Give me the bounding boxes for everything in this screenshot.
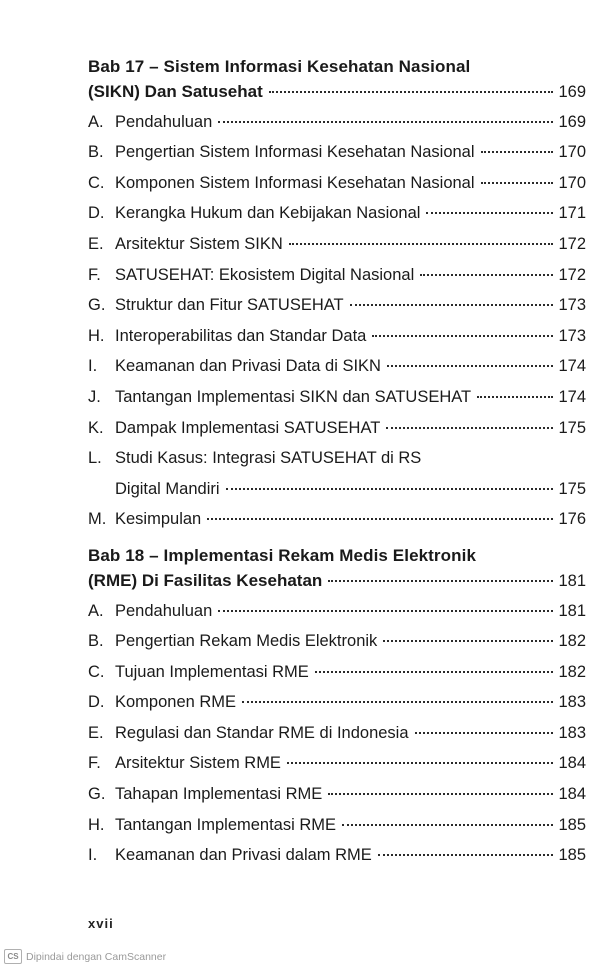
dot-leader: [350, 304, 554, 306]
dot-leader: [269, 91, 554, 93]
dot-leader: [420, 274, 553, 276]
entry-title: Keamanan dan Privasi Data di SIKN: [115, 357, 381, 376]
dot-leader: [481, 182, 554, 184]
dot-leader: [289, 243, 554, 245]
entry-page-number: 170: [558, 143, 586, 162]
toc-entry: [88, 724, 586, 755]
entry-page-number: 174: [558, 387, 586, 406]
entry-title: Komponen Sistem Informasi Kesehatan Nasional: [115, 173, 475, 192]
chapter-title-row: [88, 82, 586, 113]
toc-entry: [88, 449, 586, 480]
entry-title: Pendahuluan: [115, 601, 213, 620]
entry-page-number: 185: [558, 846, 586, 865]
toc-entry: [88, 235, 586, 266]
dot-leader: [287, 762, 554, 764]
entry-letter: D.: [88, 204, 105, 223]
dot-leader: [426, 212, 553, 214]
toc-entry: [88, 143, 586, 174]
dot-leader: [477, 396, 553, 398]
toc-entry: [88, 113, 586, 144]
dot-leader: [378, 854, 554, 856]
entry-title: Pengertian Sistem Informasi Kesehatan Nasional: [115, 143, 475, 162]
entry-page-number: 173: [558, 296, 586, 315]
entry-letter: I.: [88, 357, 98, 376]
toc-entry: [88, 357, 586, 388]
chapter-page-number: 169: [558, 83, 586, 101]
toc-entry: [88, 510, 586, 541]
dot-leader: [226, 488, 554, 490]
entry-letter: A.: [88, 112, 104, 131]
chapter-title-line2: (SIKN) Dan Satusehat: [88, 82, 263, 101]
entry-page-number: 182: [558, 632, 586, 651]
entry-title: Arsitektur Sistem SIKN: [115, 234, 283, 253]
entry-title: Kesimpulan: [115, 510, 202, 529]
toc-entry: [88, 296, 586, 327]
entry-letter: F.: [88, 754, 101, 773]
toc-entry: [88, 846, 586, 877]
entry-title: Pengertian Rekam Medis Elektronik: [115, 632, 378, 651]
toc-entry: [88, 419, 586, 450]
entry-page-number: 183: [558, 723, 586, 742]
toc-entry: [88, 663, 586, 694]
entry-letter: A.: [88, 601, 104, 620]
entry-letter: E.: [88, 234, 104, 253]
entry-page-number: 184: [558, 785, 586, 804]
dot-leader: [315, 671, 554, 673]
toc-entry: [88, 816, 586, 847]
entry-letter: J.: [88, 387, 101, 406]
entry-title: Dampak Implementasi SATUSEHAT: [115, 418, 381, 437]
entry-page-number: 170: [558, 173, 586, 192]
entry-title: Tantangan Implementasi RME: [115, 815, 337, 834]
entry-letter: E.: [88, 723, 104, 742]
chapter-17-heading: [88, 52, 586, 113]
entry-page-number: 175: [558, 418, 586, 437]
entry-page-number: 173: [558, 326, 586, 345]
dot-leader: [386, 427, 553, 429]
entry-letter: K.: [88, 418, 104, 437]
entry-page-number: 183: [558, 693, 586, 712]
entry-page-number: 169: [558, 112, 586, 131]
toc-entry: [88, 693, 586, 724]
camscanner-logo-icon: CS: [4, 949, 22, 964]
toc-entry: [88, 754, 586, 785]
chapter-page-number: 181: [558, 571, 586, 590]
entry-title: Struktur dan Fitur SATUSEHAT: [115, 296, 344, 315]
dot-leader: [328, 793, 553, 795]
toc-entry: [88, 327, 586, 358]
dot-leader: [218, 610, 553, 612]
entry-letter: G.: [88, 296, 106, 315]
entry-letter: B.: [88, 143, 104, 162]
entry-title: SATUSEHAT: Ekosistem Digital Nasional: [115, 265, 415, 284]
dot-leader: [387, 365, 553, 367]
entry-title: Pendahuluan: [115, 112, 213, 131]
entry-letter: H.: [88, 326, 105, 345]
entry-title: Tujuan Implementasi RME: [115, 662, 309, 681]
toc-entry: [88, 602, 586, 633]
toc-entry: [88, 266, 586, 297]
dot-leader: [328, 580, 553, 582]
entry-page-number: 181: [558, 601, 586, 620]
chapter-title-line1: Bab 17 – Sistem Informasi Kesehatan Nasional: [88, 57, 471, 76]
dot-leader: [218, 121, 553, 123]
entry-letter: H.: [88, 815, 105, 834]
entry-letter: G.: [88, 785, 106, 804]
table-of-contents: [88, 52, 586, 877]
toc-entry: [88, 785, 586, 816]
chapter-title-line1: Bab 18 – Implementasi Rekam Medis Elektronik: [88, 545, 476, 565]
toc-entry: [88, 204, 586, 235]
entry-letter: F.: [88, 265, 101, 284]
scanner-watermark: [4, 949, 166, 964]
dot-leader: [372, 335, 553, 337]
entry-title: Studi Kasus: Integrasi SATUSEHAT di RS: [115, 449, 422, 468]
entry-page-number: 182: [558, 662, 586, 681]
entry-page-number: 172: [558, 265, 586, 284]
entry-title: Keamanan dan Privasi dalam RME: [115, 846, 372, 865]
toc-entry-continuation: [88, 480, 586, 511]
toc-entry: [88, 388, 586, 419]
dot-leader: [207, 518, 553, 520]
dot-leader: [481, 151, 554, 153]
entry-letter: D.: [88, 693, 105, 712]
scanner-watermark-text: Dipindai dengan CamScanner: [26, 950, 167, 963]
page-number-roman: xvii: [88, 916, 114, 931]
entry-letter: L.: [88, 449, 102, 468]
toc-entry: [88, 174, 586, 205]
entry-title: Tantangan Implementasi SIKN dan SATUSEHAT: [115, 387, 472, 406]
entry-page-number: 185: [558, 815, 586, 834]
entry-title: Interoperabilitas dan Standar Data: [115, 326, 367, 345]
entry-letter: I.: [88, 846, 98, 865]
chapter-18-heading: [88, 541, 586, 602]
chapter-title-row: [88, 571, 586, 602]
entry-title: Arsitektur Sistem RME: [115, 754, 281, 773]
toc-entry: [88, 632, 586, 663]
entry-page-number: 175: [558, 479, 586, 498]
entry-letter: C.: [88, 173, 105, 192]
entry-letter: C.: [88, 662, 105, 681]
entry-title: Komponen RME: [115, 693, 237, 712]
entry-title-line2: Digital Mandiri: [115, 479, 220, 498]
entry-page-number: 176: [558, 510, 586, 529]
entry-letter: M.: [88, 510, 107, 529]
chapter-title-line2: (RME) Di Fasilitas Kesehatan: [88, 570, 323, 590]
entry-letter: B.: [88, 632, 104, 651]
entry-title: Tahapan Implementasi RME: [115, 785, 323, 804]
entry-title: Kerangka Hukum dan Kebijakan Nasional: [115, 204, 421, 223]
entry-title: Regulasi dan Standar RME di Indonesia: [115, 723, 409, 742]
dot-leader: [383, 640, 553, 642]
entry-page-number: 184: [558, 754, 586, 773]
entry-page-number: 174: [558, 357, 586, 376]
dot-leader: [342, 824, 553, 826]
dot-leader: [242, 701, 553, 703]
entry-page-number: 171: [558, 204, 586, 223]
entry-page-number: 172: [558, 234, 586, 253]
dot-leader: [415, 732, 554, 734]
